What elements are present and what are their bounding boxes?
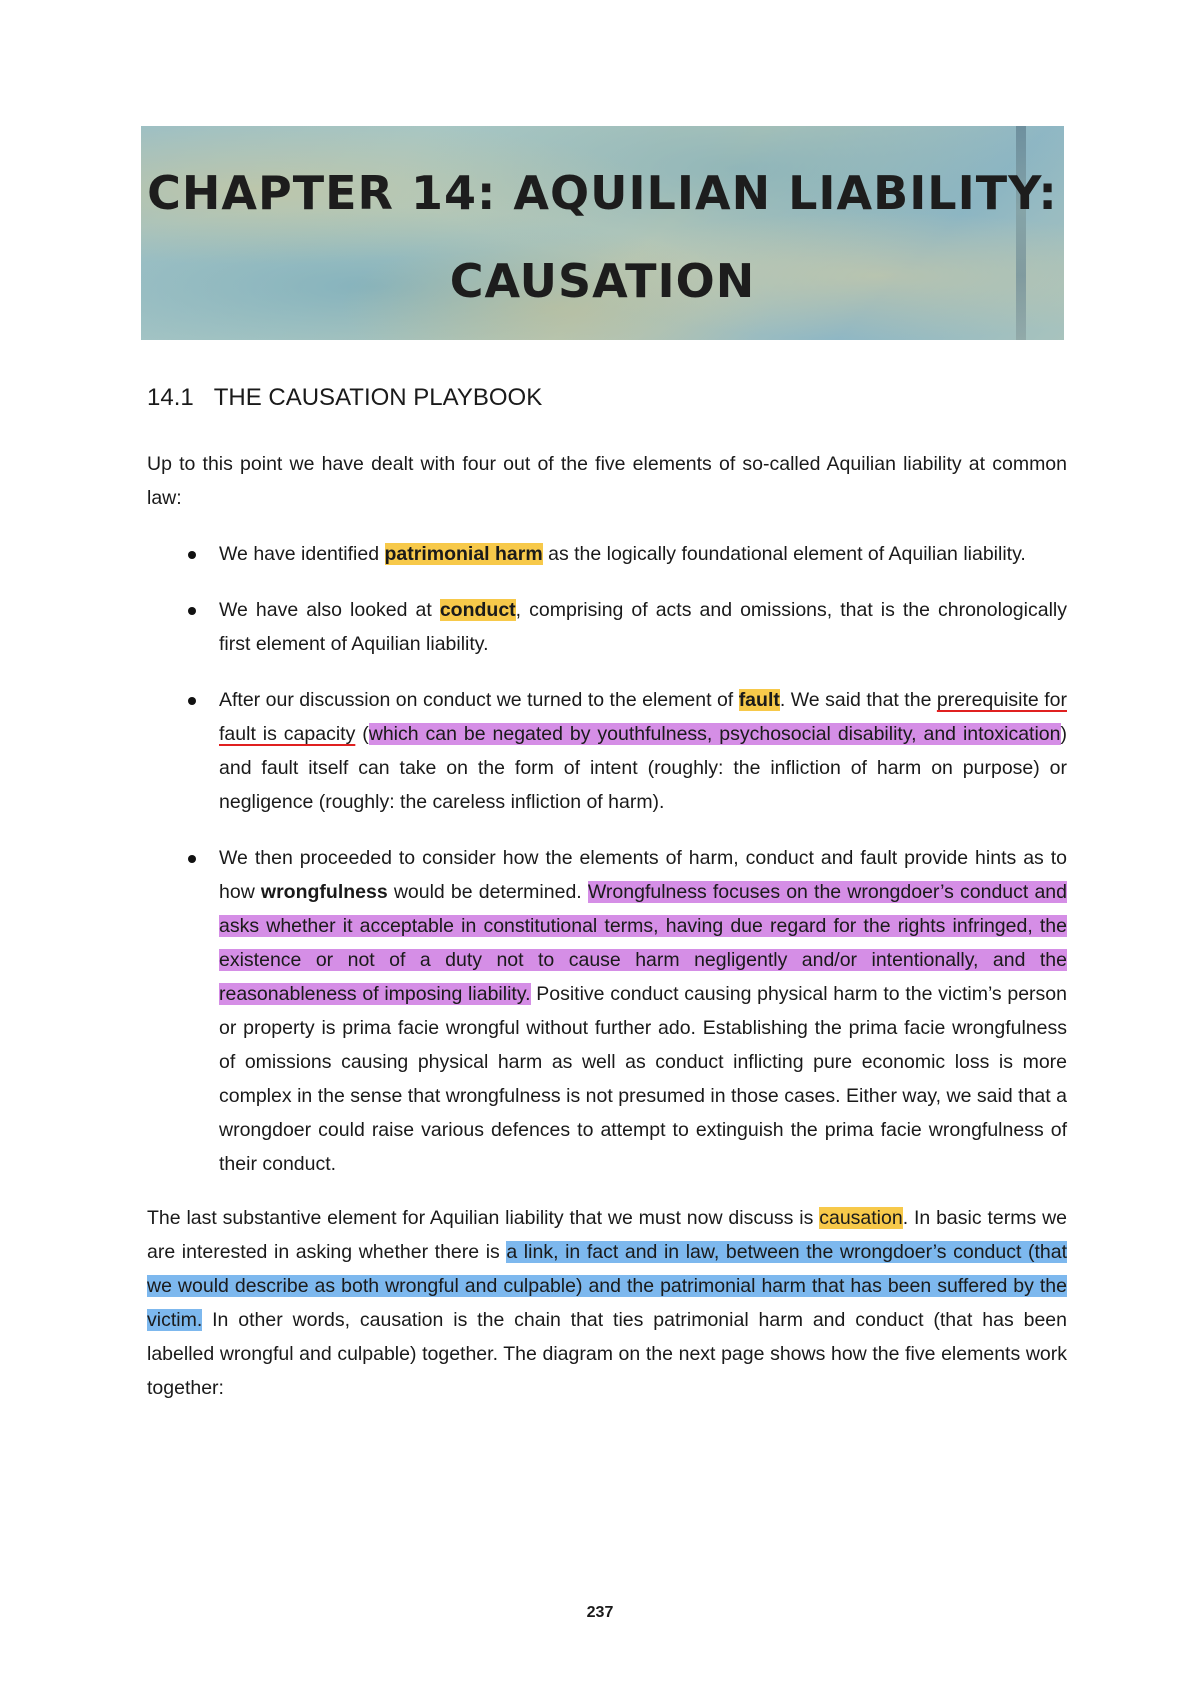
intro-text: Up to this point we have dealt with four out of the five elements of so-called Aquilian liability at common law:: [147, 453, 1067, 509]
list-item: We then proceeded to consider how the elements of harm, conduct and fault provide hints as to how wrongfulness would be determined. Wrongfulness focuses on the wrongdoer’s conduct and asks whether it acceptable in constitutional terms, having due regard for the rights infringed, the existence or not of a duty not to cause harm negligently and/or intentionally, and the reasonableness of imposing liability. Positive conduct causing physical harm to the victim’s person or property is prima facie wrongful without further ado. Establishing the prima facie wrongfulness of omissions causing physical harm as well as conduct inflicting pure economic loss is more complex in the sense that wrongfulness is not presumed in those cases. Either way, we said that a wrongdoer could raise various defences to attempt to extinguish the prima facie wrongfulness of their conduct.: [147, 841, 1067, 1181]
section-heading: [147, 384, 542, 412]
highlight-patrimonial-harm: patrimonial harm: [384, 543, 543, 565]
highlight-wrongfulness-definition: Wrongfulness focuses on the wrongdoer’s conduct and asks whether it acceptable in constitutional terms, having due regard for the rights infringed, the existence or not of a duty not to cause harm negligently and/or intentionally, and the reasonableness of imposing liability.: [219, 881, 1067, 1005]
highlight-capacity-negation: which can be negated by youthfulness, psychosocial disability, and intoxication: [368, 723, 1061, 745]
closing-paragraph: The last substantive element for Aquilian liability that we must now discuss is causation. In basic terms we are interested in asking whether there is a link, in fact and in law, between the wrongdoer’s conduct (that we would describe as both wrongful and culpable) and the patrimonial harm that has been suffered by the victim. In other words, causation is the chain that ties patrimonial harm and conduct (that has been labelled wrongful and culpable) together. The diagram on the next page shows how the five elements work together:: [147, 1207, 1067, 1399]
section-number: 14.1: [147, 384, 194, 411]
list-item: After our discussion on conduct we turned to the element of fault. We said that the prerequisite for fault is capacity (which can be negated by youthfulness, psychosocial disability, and intoxication) and fault itself can take on the form of intent (roughly: the infliction of harm on purpose) or negligence (roughly: the careless infliction of harm).: [147, 683, 1067, 819]
chapter-title-line2: CAUSATION: [449, 254, 756, 308]
highlight-causation-definition: a link, in fact and in law, between the wrongdoer’s conduct (that we would describe as both wrongful and culpable) and the patrimonial harm that has been suffered by the victim.: [147, 1241, 1067, 1331]
list-item: We have also looked at conduct, comprising of acts and omissions, that is the chronologically first element of Aquilian liability.: [147, 593, 1067, 661]
chapter-title-line1: CHAPTER 14: AQUILIAN LIABILITY:: [147, 166, 1058, 220]
chapter-banner: [141, 126, 1064, 340]
highlight-fault: fault: [738, 689, 780, 711]
highlight-conduct: conduct: [439, 599, 516, 621]
bullet-list: [147, 537, 1067, 1405]
bullet-icon: [188, 855, 196, 863]
underlined-capacity-text: prerequisite for fault is capacity: [219, 689, 1067, 745]
bold-wrongfulness: wrongfulness: [260, 881, 388, 903]
intro-paragraph: [147, 447, 1067, 515]
bullet-icon: [188, 607, 196, 615]
highlight-causation: causation: [819, 1207, 903, 1229]
bullet-icon: [188, 697, 196, 705]
section-title: THE CAUSATION PLAYBOOK: [213, 384, 543, 411]
bullet-icon: [188, 551, 196, 559]
list-item: We have identified patrimonial harm as the logically foundational element of Aquilian liability.: [147, 537, 1067, 571]
page-number: 237: [586, 1604, 614, 1621]
